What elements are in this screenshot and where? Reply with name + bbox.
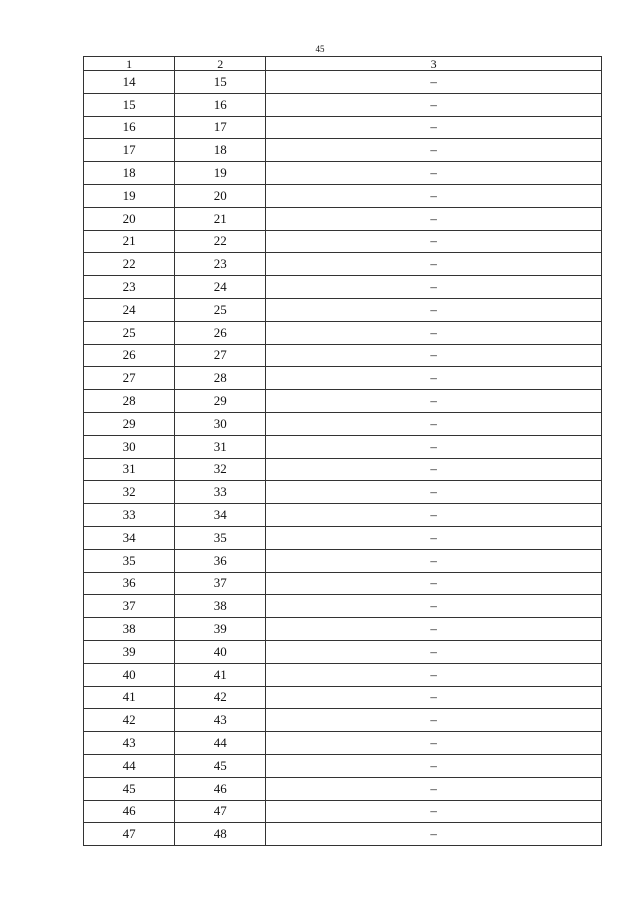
table-cell-col-3: –: [266, 276, 602, 299]
table-cell-col-1: 38: [84, 618, 175, 641]
table-cell-col-3: –: [266, 526, 602, 549]
table-header-row: [84, 57, 602, 71]
table-row: [84, 595, 602, 618]
table-row: [84, 458, 602, 481]
table-cell-col-3: –: [266, 298, 602, 321]
table-cell-col-2: 46: [175, 777, 266, 800]
table-cell-col-2: 20: [175, 184, 266, 207]
table-cell-col-3: –: [266, 390, 602, 413]
table-row: [84, 435, 602, 458]
table-cell-col-3: –: [266, 549, 602, 572]
table-row: [84, 390, 602, 413]
table-cell-col-2: 41: [175, 663, 266, 686]
table-row: [84, 207, 602, 230]
table-cell-col-1: 28: [84, 390, 175, 413]
table-cell-col-3: –: [266, 481, 602, 504]
table-row: [84, 618, 602, 641]
table-cell-col-2: 31: [175, 435, 266, 458]
table-cell-col-1: 42: [84, 709, 175, 732]
table-cell-col-3: –: [266, 93, 602, 116]
table-cell-col-3: –: [266, 618, 602, 641]
table-cell-col-3: –: [266, 184, 602, 207]
table-cell-col-3: –: [266, 732, 602, 755]
table-cell-col-1: 44: [84, 754, 175, 777]
table-row: [84, 344, 602, 367]
table-cell-col-1: 31: [84, 458, 175, 481]
table-cell-col-3: –: [266, 230, 602, 253]
table-cell-col-1: 41: [84, 686, 175, 709]
table-cell-col-3: –: [266, 435, 602, 458]
table-cell-col-2: 34: [175, 504, 266, 527]
table-cell-col-3: –: [266, 823, 602, 846]
table-row: [84, 253, 602, 276]
table-cell-col-1: 20: [84, 207, 175, 230]
table-cell-col-1: 22: [84, 253, 175, 276]
table-cell-col-1: 35: [84, 549, 175, 572]
table-cell-col-1: 43: [84, 732, 175, 755]
table-cell-col-2: 35: [175, 526, 266, 549]
table-row: [84, 777, 602, 800]
table-cell-col-3: –: [266, 572, 602, 595]
table-cell-col-1: 40: [84, 663, 175, 686]
table-cell-col-3: –: [266, 777, 602, 800]
table-row: [84, 93, 602, 116]
table-cell-col-2: 40: [175, 640, 266, 663]
table-cell-col-2: 25: [175, 298, 266, 321]
table-cell-col-1: 37: [84, 595, 175, 618]
table-cell-col-2: 36: [175, 549, 266, 572]
table-cell-col-1: 46: [84, 800, 175, 823]
table-row: [84, 230, 602, 253]
table-row: [84, 800, 602, 823]
table-row: [84, 754, 602, 777]
table-cell-col-3: –: [266, 754, 602, 777]
table-cell-col-3: –: [266, 207, 602, 230]
table-cell-col-1: 34: [84, 526, 175, 549]
table-row: [84, 116, 602, 139]
table-cell-col-2: 21: [175, 207, 266, 230]
table-row: [84, 139, 602, 162]
table-cell-col-3: –: [266, 640, 602, 663]
table-row: [84, 481, 602, 504]
table-row: [84, 71, 602, 94]
table-cell-col-1: 33: [84, 504, 175, 527]
table-cell-col-2: 33: [175, 481, 266, 504]
table-cell-col-2: 27: [175, 344, 266, 367]
table-cell-col-2: 18: [175, 139, 266, 162]
table-cell-col-3: –: [266, 800, 602, 823]
table-row: [84, 162, 602, 185]
table-cell-col-2: 38: [175, 595, 266, 618]
table-row: [84, 663, 602, 686]
table-cell-col-1: 25: [84, 321, 175, 344]
table-cell-col-2: 29: [175, 390, 266, 413]
table-row: [84, 686, 602, 709]
table-row: [84, 709, 602, 732]
table-cell-col-2: 17: [175, 116, 266, 139]
table-cell-col-3: –: [266, 367, 602, 390]
column-header-2: 2: [175, 57, 266, 71]
table-cell-col-2: 26: [175, 321, 266, 344]
table-cell-col-1: 47: [84, 823, 175, 846]
table-row: [84, 412, 602, 435]
table-row: [84, 298, 602, 321]
table-cell-col-2: 19: [175, 162, 266, 185]
table-cell-col-3: –: [266, 116, 602, 139]
table-cell-col-2: 37: [175, 572, 266, 595]
table-cell-col-3: –: [266, 663, 602, 686]
table-row: [84, 572, 602, 595]
table-cell-col-1: 29: [84, 412, 175, 435]
table-cell-col-1: 15: [84, 93, 175, 116]
table-cell-col-1: 30: [84, 435, 175, 458]
table-cell-col-2: 22: [175, 230, 266, 253]
table-cell-col-1: 39: [84, 640, 175, 663]
table-cell-col-2: 45: [175, 754, 266, 777]
table-cell-col-2: 44: [175, 732, 266, 755]
table-cell-col-1: 45: [84, 777, 175, 800]
table-row: [84, 321, 602, 344]
table-cell-col-3: –: [266, 71, 602, 94]
column-header-3: 3: [266, 57, 602, 71]
table-row: [84, 549, 602, 572]
table-cell-col-3: –: [266, 458, 602, 481]
table-cell-col-3: –: [266, 686, 602, 709]
data-table: [83, 56, 602, 846]
table-cell-col-2: 48: [175, 823, 266, 846]
table-row: [84, 276, 602, 299]
table-cell-col-2: 47: [175, 800, 266, 823]
table-row: [84, 526, 602, 549]
table-row: [84, 184, 602, 207]
table-cell-col-1: 27: [84, 367, 175, 390]
table-row: [84, 640, 602, 663]
table-cell-col-1: 24: [84, 298, 175, 321]
table-row: [84, 504, 602, 527]
table-cell-col-3: –: [266, 162, 602, 185]
table-body: [84, 57, 602, 846]
table-cell-col-3: –: [266, 253, 602, 276]
table-cell-col-1: 18: [84, 162, 175, 185]
table-cell-col-3: –: [266, 709, 602, 732]
table-cell-col-1: 36: [84, 572, 175, 595]
table-cell-col-3: –: [266, 595, 602, 618]
table-cell-col-1: 17: [84, 139, 175, 162]
table-cell-col-2: 42: [175, 686, 266, 709]
table-cell-col-3: –: [266, 344, 602, 367]
table-row: [84, 732, 602, 755]
column-header-1: 1: [84, 57, 175, 71]
table-cell-col-1: 16: [84, 116, 175, 139]
table-cell-col-3: –: [266, 139, 602, 162]
table-row: [84, 823, 602, 846]
table-row: [84, 367, 602, 390]
table-cell-col-3: –: [266, 321, 602, 344]
table-cell-col-3: –: [266, 504, 602, 527]
table-cell-col-2: 16: [175, 93, 266, 116]
table-cell-col-1: 14: [84, 71, 175, 94]
table-cell-col-2: 24: [175, 276, 266, 299]
table-cell-col-1: 26: [84, 344, 175, 367]
table-cell-col-1: 21: [84, 230, 175, 253]
table-cell-col-2: 39: [175, 618, 266, 641]
table-cell-col-2: 30: [175, 412, 266, 435]
table-cell-col-2: 15: [175, 71, 266, 94]
table-cell-col-2: 32: [175, 458, 266, 481]
table-cell-col-2: 23: [175, 253, 266, 276]
table-cell-col-1: 19: [84, 184, 175, 207]
table-cell-col-1: 23: [84, 276, 175, 299]
table-cell-col-1: 32: [84, 481, 175, 504]
page-number: 45: [315, 44, 325, 54]
table-cell-col-3: –: [266, 412, 602, 435]
table-cell-col-2: 28: [175, 367, 266, 390]
table-cell-col-2: 43: [175, 709, 266, 732]
